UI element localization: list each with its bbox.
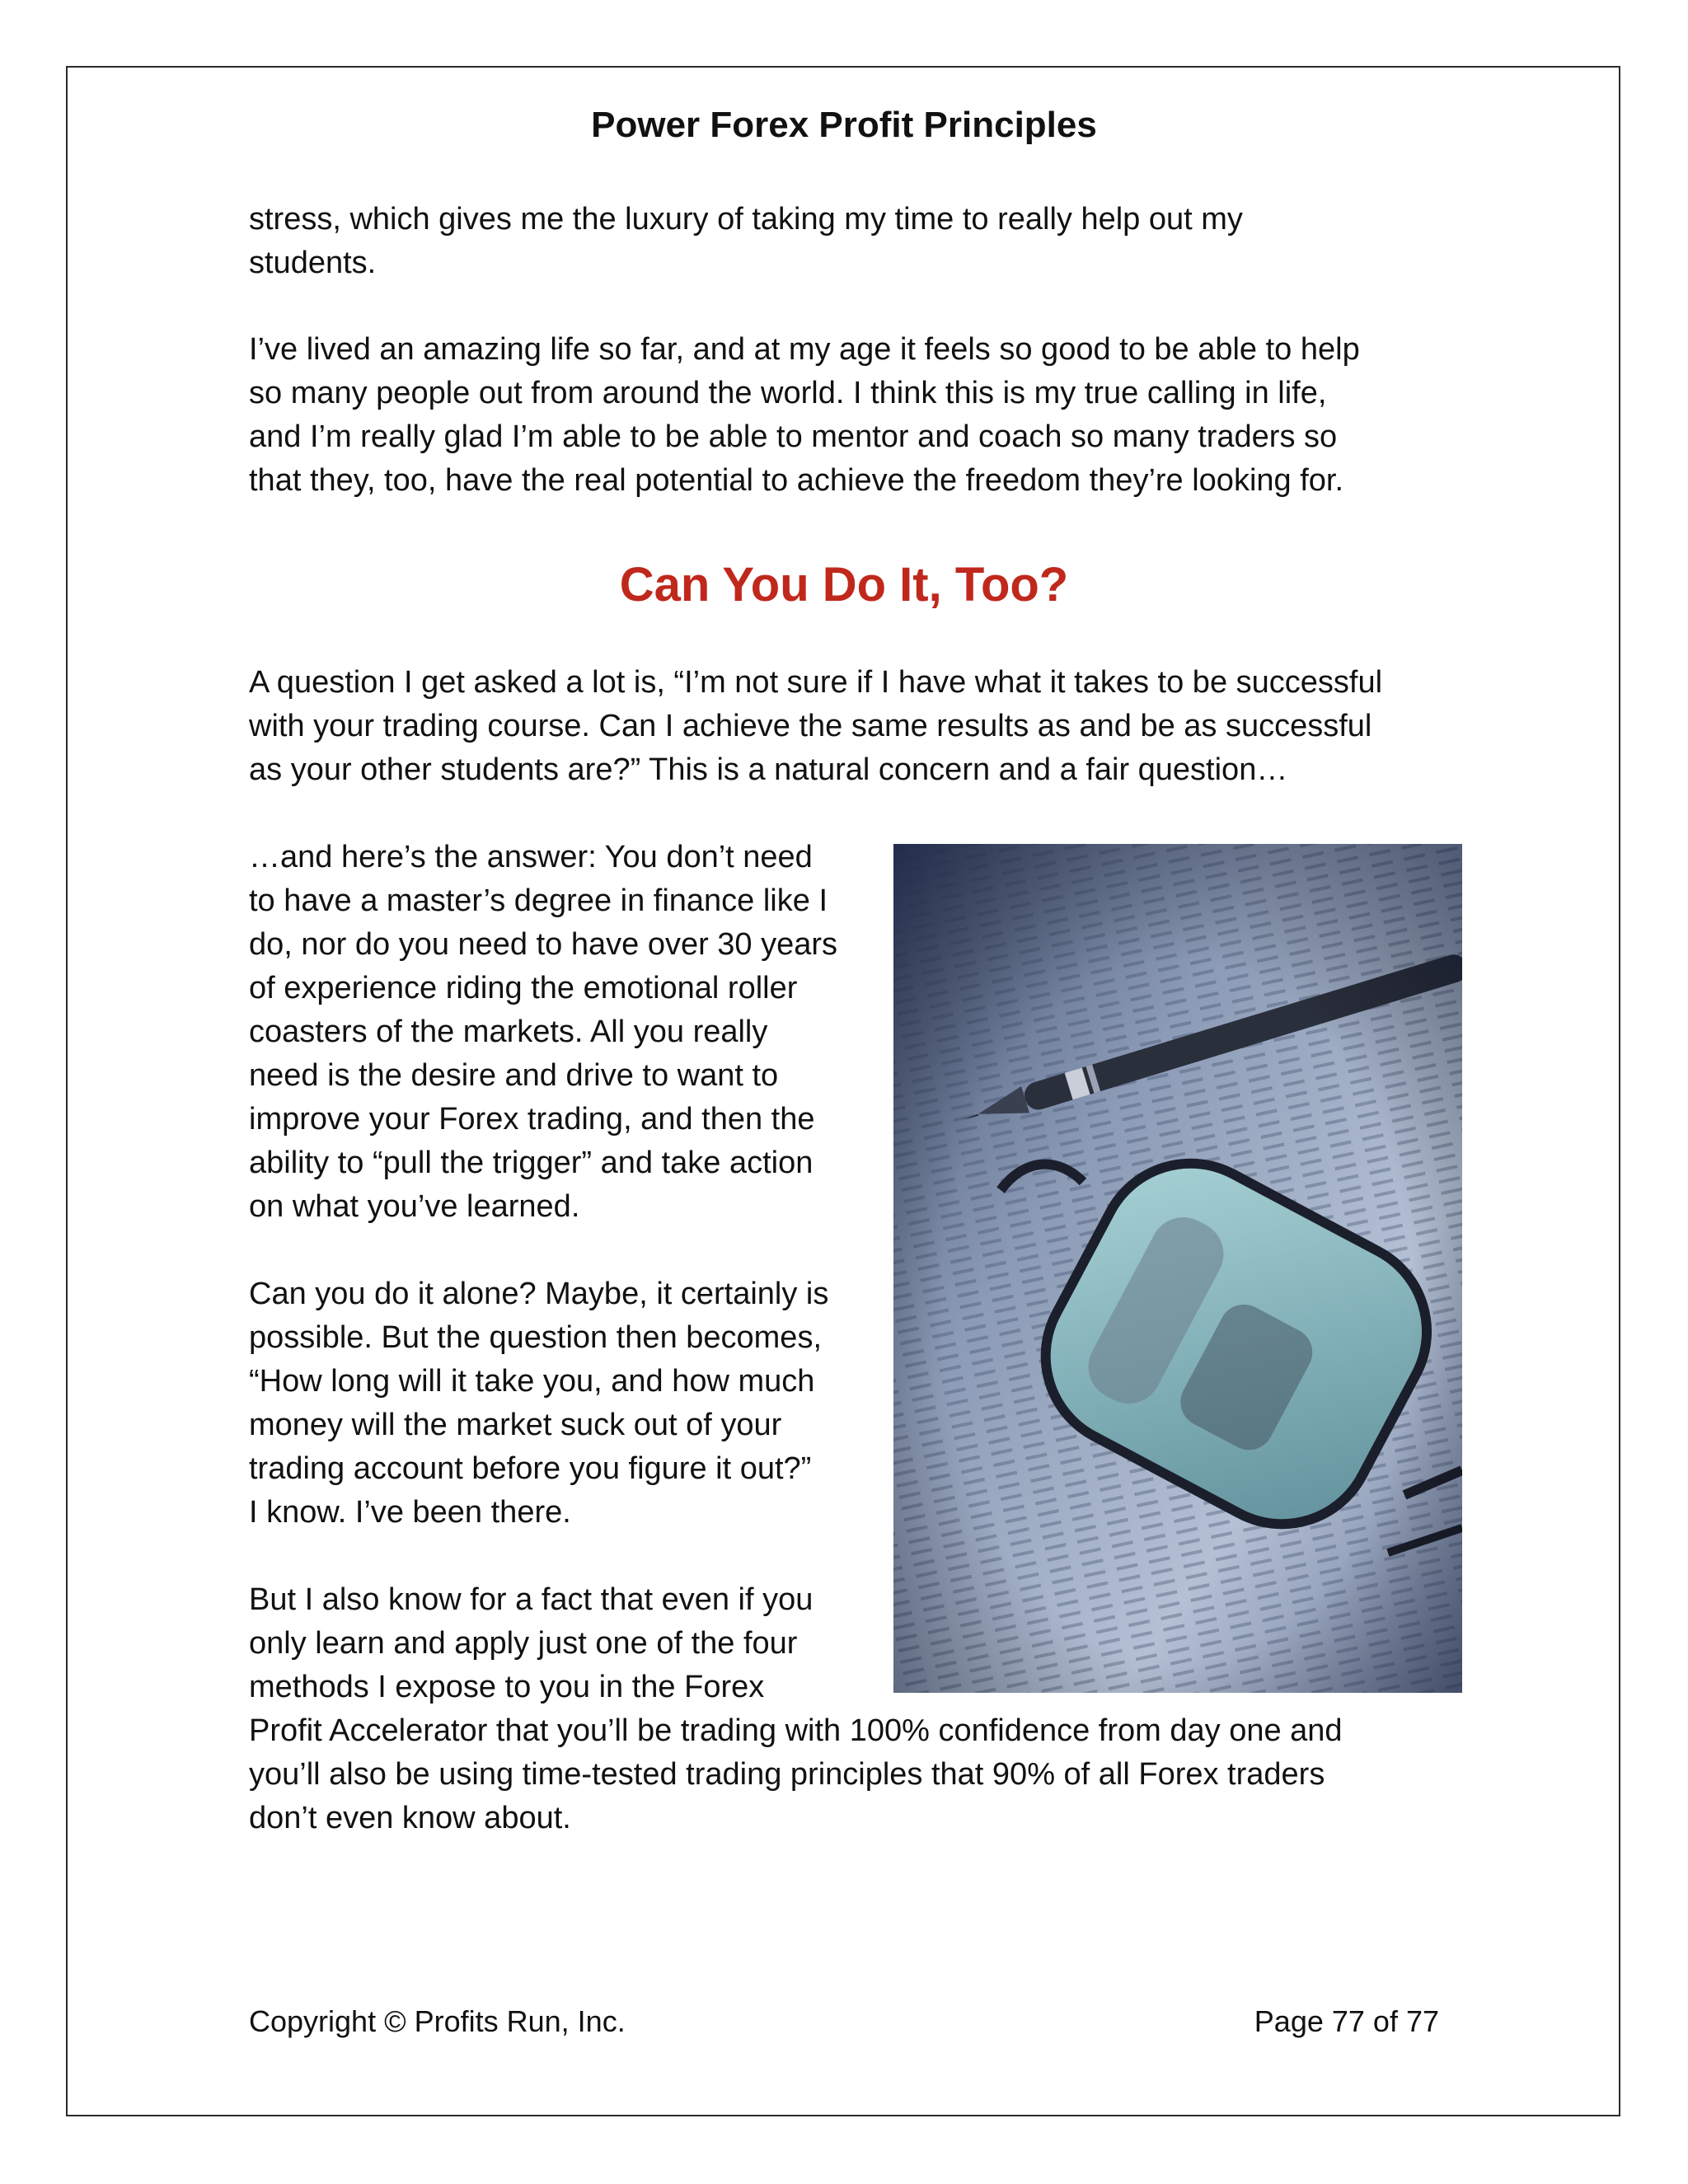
footer-page-number: Page 77 of 77	[1254, 2004, 1439, 2038]
text-line: I know. I’ve been there.	[249, 1495, 571, 1530]
text-line: coasters of the markets. All you really	[249, 1015, 768, 1049]
text-line: But I also know for a fact that even if you	[249, 1582, 814, 1617]
text-line: ability to “pull the trigger” and take action	[249, 1146, 814, 1180]
text-line: only learn and apply just one of the four	[249, 1626, 798, 1661]
text-line: to have a master’s degree in finance like I	[249, 883, 828, 918]
text-line: do, nor do you need to have over 30 years	[249, 927, 838, 962]
page-header-title: Power Forex Profit Principles	[591, 105, 1097, 145]
text-line: Profit Accelerator that you’ll be trading with 100% confidence from day one and	[249, 1713, 1343, 1748]
section-heading: Can You Do It, Too?	[619, 558, 1069, 612]
paragraph-3	[249, 661, 1452, 792]
text-line: and I’m really glad I’m able to be able to mentor and coach so many traders so	[249, 419, 1338, 454]
glasses-and-pen-photo	[893, 844, 1462, 1693]
text-line: I’ve lived an amazing life so far, and at my age it feels so good to be able to help	[249, 332, 1360, 367]
text-line: “How long will it take you, and how much	[249, 1364, 815, 1399]
text-line: that they, too, have the real potential to achieve the freedom they’re looking for.	[249, 463, 1344, 498]
text-line: you’ll also be using time-tested trading principles that 90% of all Forex traders	[249, 1757, 1325, 1792]
footer-copyright: Copyright © Profits Run, Inc.	[249, 2004, 626, 2038]
text-line: students.	[249, 246, 377, 280]
text-line: on what you’ve learned.	[249, 1189, 580, 1224]
text-line: …and here’s the answer: You don’t need	[249, 840, 813, 874]
text-line: possible. But the question then becomes,	[249, 1320, 823, 1355]
text-line: so many people out from around the world. I think this is my true calling in life,	[249, 376, 1327, 410]
text-line: money will the market suck out of your	[249, 1408, 782, 1442]
text-line: trading account before you figure it out?”	[249, 1451, 812, 1486]
text-line: improve your Forex trading, and then the	[249, 1102, 815, 1137]
text-line: as your other students are?” This is a natural concern and a fair question…	[249, 752, 1288, 787]
paragraph-1	[249, 198, 1452, 285]
paragraph-4	[249, 836, 875, 1229]
paragraph-2	[249, 328, 1452, 503]
text-line: stress, which gives me the luxury of taking my time to really help out my	[249, 202, 1243, 237]
paragraph-5	[249, 1272, 875, 1535]
text-line: need is the desire and drive to want to	[249, 1058, 779, 1093]
text-line: of experience riding the emotional roller	[249, 971, 798, 1005]
text-line: Can you do it alone? Maybe, it certainly is	[249, 1277, 829, 1311]
text-line: A question I get asked a lot is, “I’m not sure if I have what it takes to be successful	[249, 665, 1383, 700]
text-line: with your trading course. Can I achieve the same results as and be as successful	[249, 709, 1372, 743]
text-line: don’t even know about.	[249, 1801, 571, 1835]
text-line: methods I expose to you in the Forex	[249, 1670, 765, 1704]
